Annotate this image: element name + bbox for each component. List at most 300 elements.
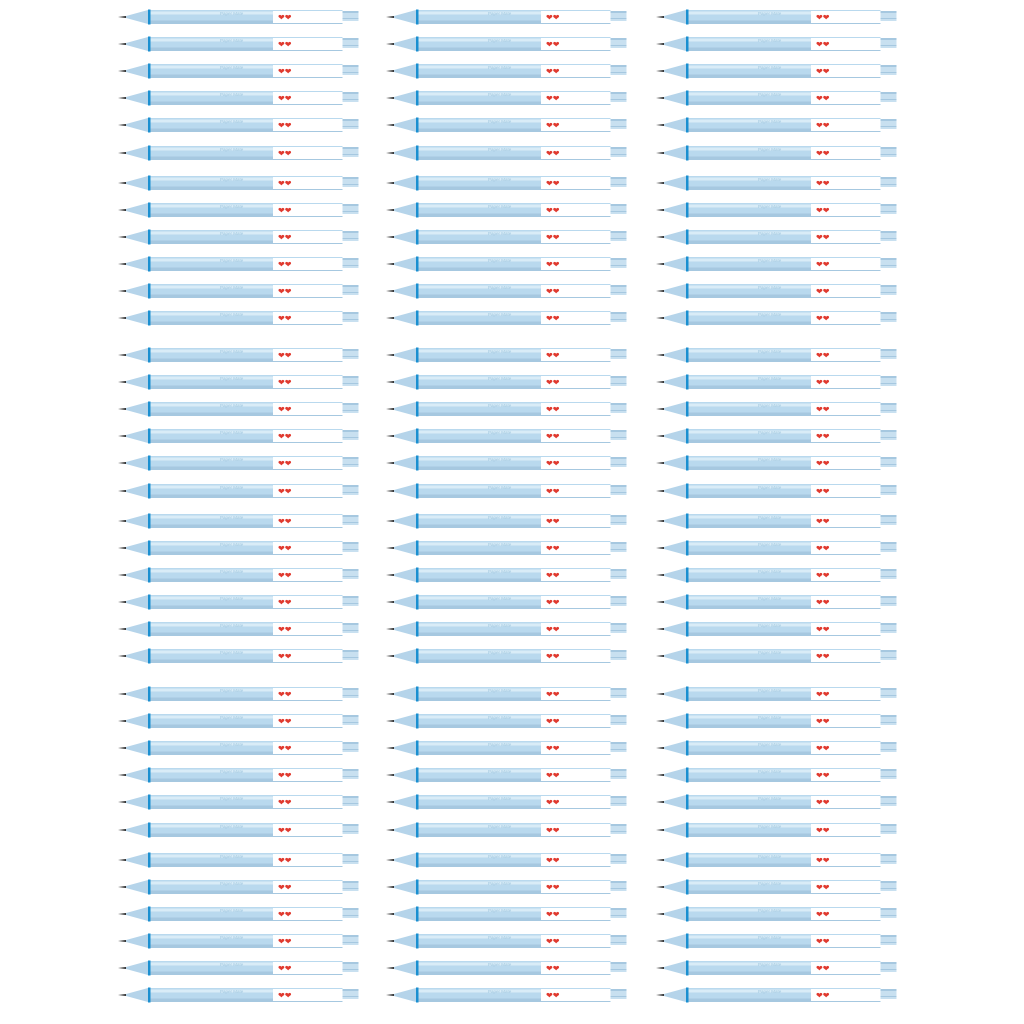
pen-clicker <box>881 650 897 652</box>
pen-cone <box>394 622 416 636</box>
mechanical-pen <box>386 36 636 52</box>
pen-clip-line <box>611 549 627 550</box>
pen-brand-text: Paper Mate <box>220 880 244 886</box>
heart-icon: ❤❤ <box>278 67 292 77</box>
mechanical-pen <box>118 540 368 556</box>
pen-clip <box>881 149 897 157</box>
pen-illustration <box>118 374 368 390</box>
mechanical-pen <box>386 852 636 868</box>
mechanical-pen <box>118 9 368 25</box>
pen-tip <box>118 16 126 18</box>
pen-clip <box>881 856 897 864</box>
pen-clip <box>343 598 359 606</box>
pen-clip <box>343 487 359 495</box>
pen-clip <box>881 625 897 633</box>
mechanical-pen <box>118 145 368 161</box>
heart-icon: ❤❤ <box>278 744 292 754</box>
pen-accent-stripe <box>148 175 151 190</box>
heart-icon: ❤❤ <box>816 798 830 808</box>
pen-brand-text: Paper Mate <box>220 742 244 748</box>
pen-clip-line <box>343 722 359 723</box>
heart-icon: ❤❤ <box>278 717 292 727</box>
pen-brand-text: Paper Mate <box>220 92 244 98</box>
pen-clip-line <box>343 154 359 155</box>
pen-clip-line <box>343 942 359 943</box>
pen-clip-line <box>611 72 627 73</box>
pen-illustration <box>386 36 636 52</box>
pen-clicker <box>343 962 359 964</box>
pen-accent-stripe <box>686 10 689 25</box>
pen-brand-text: Paper Mate <box>220 285 244 290</box>
mechanical-pen <box>118 483 368 499</box>
heart-icon: ❤❤ <box>546 378 560 388</box>
pen-brand-text: Paper Mate <box>488 650 512 656</box>
pen-clip <box>611 571 627 579</box>
mechanical-pen <box>656 145 906 161</box>
pen-clicker <box>881 881 897 883</box>
pen-tip <box>118 354 126 356</box>
pen-tip <box>656 801 664 803</box>
pen-illustration <box>386 117 636 133</box>
pen-illustration <box>656 822 906 838</box>
pen-accent-stripe <box>148 961 151 976</box>
heart-icon: ❤❤ <box>816 652 830 662</box>
pen-accent-stripe <box>148 513 151 528</box>
pen-clip <box>343 378 359 386</box>
mechanical-pen <box>656 767 906 783</box>
pen-accent-stripe <box>686 91 689 106</box>
pen-clip <box>343 351 359 359</box>
mechanical-pen <box>656 63 906 79</box>
pen-tip <box>118 829 126 831</box>
pen-accent-stripe <box>416 961 419 976</box>
pen-brand-text: Paper Mate <box>220 823 244 829</box>
pen-clicker <box>611 403 627 405</box>
pen-cone <box>126 230 148 244</box>
mechanical-pen <box>118 648 368 664</box>
pen-tip <box>656 490 664 492</box>
mechanical-pen <box>386 906 636 922</box>
pen-cone <box>664 429 686 443</box>
pen-cone <box>126 853 148 867</box>
pen-tip <box>656 720 664 722</box>
pen-tip <box>386 124 394 126</box>
pen-clip <box>343 910 359 918</box>
mechanical-pen <box>656 374 906 390</box>
heart-icon: ❤❤ <box>546 516 560 526</box>
pen-tip <box>118 236 126 238</box>
pen-clip <box>611 405 627 413</box>
pen-clip-line <box>881 383 897 384</box>
mechanical-pen <box>386 767 636 783</box>
heart-icon: ❤❤ <box>546 121 560 131</box>
pen-clip-line <box>343 522 359 523</box>
pen-illustration <box>656 90 906 106</box>
pen-brand-text: Paper Mate <box>220 230 244 236</box>
pen-tip <box>118 601 126 603</box>
pen-brand-text: Paper Mate <box>220 65 244 71</box>
pen-clip <box>881 487 897 495</box>
pen-illustration <box>656 648 906 664</box>
pen-cone <box>394 284 416 298</box>
pen-brand-text: Paper Mate <box>758 989 782 995</box>
pen-tip <box>118 43 126 45</box>
heart-icon: ❤❤ <box>816 287 830 296</box>
pen-illustration <box>656 567 906 583</box>
pen-brand-text: Paper Mate <box>220 715 244 721</box>
pen-brand-text: Paper Mate <box>220 430 244 436</box>
pen-tip <box>656 628 664 630</box>
pen-cone <box>664 714 686 728</box>
pen-brand-text: Paper Mate <box>220 176 244 182</box>
pen-brand-text: Paper Mate <box>220 853 244 859</box>
pen-cone <box>126 907 148 921</box>
pen-tip <box>386 317 394 319</box>
mechanical-pen <box>656 347 906 363</box>
heart-icon: ❤❤ <box>546 178 560 188</box>
pen-accent-stripe <box>686 741 689 756</box>
pen-illustration <box>118 686 368 702</box>
pen-brand-text: Paper Mate <box>220 403 244 409</box>
pen-cone <box>126 203 148 217</box>
pen-cone <box>126 595 148 609</box>
pen-clip <box>881 351 897 359</box>
pen-clip-line <box>881 45 897 46</box>
pen-cone <box>664 64 686 78</box>
pen-brand-text: Paper Mate <box>488 457 512 463</box>
pen-accent-stripe <box>416 622 419 637</box>
pen-clip <box>611 179 627 187</box>
mechanical-pen <box>656 401 906 417</box>
pen-tip <box>656 967 664 969</box>
pen-clip-line <box>881 915 897 916</box>
pen-tip <box>656 408 664 410</box>
pen-tip <box>656 547 664 549</box>
pen-clicker <box>881 403 897 405</box>
pen-brand-text: Paper Mate <box>758 688 782 693</box>
pen-brand-text: Paper Mate <box>220 541 244 547</box>
pen-clip-line <box>881 576 897 577</box>
mechanical-pen <box>386 540 636 556</box>
pen-brand-text: Paper Mate <box>758 457 782 463</box>
mechanical-pen <box>118 621 368 637</box>
pen-tip <box>118 97 126 99</box>
heart-icon: ❤❤ <box>816 771 830 781</box>
pen-accent-stripe <box>686 714 689 729</box>
pen-brand-text: Paper Mate <box>220 457 244 463</box>
pen-cone <box>126 934 148 948</box>
heart-icon: ❤❤ <box>278 94 292 104</box>
pen-tip <box>386 859 394 861</box>
pen-illustration <box>386 455 636 471</box>
pen-accent-stripe <box>148 429 151 444</box>
pen-clicker <box>611 688 627 690</box>
pen-tip <box>118 462 126 464</box>
pen-clip-line <box>881 18 897 19</box>
pen-clip-line <box>881 464 897 465</box>
pen-clicker <box>881 430 897 432</box>
pen-tip <box>656 124 664 126</box>
pen-cone <box>394 907 416 921</box>
pen-brand-text: Paper Mate <box>220 623 244 628</box>
pen-clip-line <box>881 749 897 750</box>
pen-clicker <box>611 596 627 598</box>
pen-tip <box>386 462 394 464</box>
heart-icon: ❤❤ <box>816 121 830 131</box>
pen-clip-line <box>343 603 359 604</box>
pen-tip <box>656 601 664 603</box>
heart-icon: ❤❤ <box>278 516 292 526</box>
heart-icon: ❤❤ <box>278 13 292 22</box>
pen-cone <box>126 649 148 663</box>
mechanical-pen <box>118 202 368 218</box>
pen-accent-stripe <box>416 988 419 1003</box>
heart-icon: ❤❤ <box>816 67 830 77</box>
pen-clip-line <box>611 695 627 696</box>
pen-brand-text: Paper Mate <box>488 541 512 547</box>
pen-illustration <box>118 310 368 326</box>
pen-cone <box>664 118 686 132</box>
pen-clip-line <box>611 722 627 723</box>
pen-cone <box>394 541 416 555</box>
pen-tip <box>386 408 394 410</box>
pen-tip <box>386 693 394 695</box>
pen-tip <box>656 574 664 576</box>
pen-brand-text: Paper Mate <box>488 11 512 16</box>
heart-icon: ❤❤ <box>816 825 830 835</box>
pen-tip <box>656 317 664 319</box>
pen-clicker <box>881 312 897 314</box>
pen-clip-line <box>343 437 359 438</box>
pen-accent-stripe <box>148 852 151 867</box>
mechanical-pen <box>656 229 906 245</box>
pen-clip-line <box>343 969 359 970</box>
pen-illustration <box>118 513 368 529</box>
pen-clip-line <box>881 695 897 696</box>
heart-icon: ❤❤ <box>816 882 830 892</box>
pen-tip <box>656 381 664 383</box>
pen-accent-stripe <box>686 906 689 921</box>
pen-illustration <box>656 621 906 637</box>
mechanical-pen <box>386 229 636 245</box>
pen-illustration <box>656 63 906 79</box>
pen-tip <box>386 601 394 603</box>
pen-cone <box>394 146 416 160</box>
mechanical-pen <box>386 513 636 529</box>
pen-cone <box>394 375 416 389</box>
pen-illustration <box>656 401 906 417</box>
pen-cone <box>664 568 686 582</box>
pen-clicker <box>611 258 627 260</box>
pen-clip <box>343 652 359 660</box>
pen-clip <box>611 378 627 386</box>
pen-cone <box>664 687 686 701</box>
pen-illustration <box>656 229 906 245</box>
pen-accent-stripe <box>416 64 419 79</box>
heart-icon: ❤❤ <box>816 964 830 973</box>
pen-accent-stripe <box>686 622 689 637</box>
pen-illustration <box>656 374 906 390</box>
pen-tip <box>386 16 394 18</box>
pen-clip <box>611 459 627 467</box>
pen-illustration <box>386 686 636 702</box>
pen-tip <box>386 354 394 356</box>
pen-clip-line <box>611 630 627 631</box>
pen-clip-line <box>343 126 359 127</box>
pen-clip-line <box>343 18 359 19</box>
pen-illustration <box>386 648 636 664</box>
pen-clicker <box>343 119 359 121</box>
pen-clip-line <box>343 549 359 550</box>
pen-clip <box>611 798 627 806</box>
pen-clip <box>343 798 359 806</box>
pen-clip-line <box>343 238 359 239</box>
pen-accent-stripe <box>148 348 151 363</box>
pen-illustration <box>656 310 906 326</box>
pen-cone <box>664 257 686 271</box>
pen-illustration <box>118 202 368 218</box>
pen-clip-line <box>881 603 897 604</box>
pen-accent-stripe <box>148 687 151 702</box>
pen-tip <box>386 720 394 722</box>
mechanical-pen <box>386 347 636 363</box>
pen-clip <box>343 744 359 752</box>
pen-cone <box>664 988 686 1002</box>
pen-cone <box>664 649 686 663</box>
mechanical-pen <box>118 852 368 868</box>
pen-brand-text: Paper Mate <box>758 595 782 601</box>
pen-clicker <box>343 65 359 67</box>
pen-illustration <box>386 594 636 610</box>
pen-clip <box>881 13 897 21</box>
pen-clicker <box>611 881 627 883</box>
heart-icon: ❤❤ <box>278 597 292 607</box>
pen-brand-text: Paper Mate <box>220 650 244 656</box>
pen-cone <box>394 988 416 1002</box>
heart-icon: ❤❤ <box>816 432 830 442</box>
heart-icon: ❤❤ <box>546 597 560 607</box>
pen-accent-stripe <box>686 852 689 867</box>
pen-illustration <box>656 256 906 272</box>
pen-illustration <box>386 767 636 783</box>
pen-clicker <box>611 854 627 856</box>
pen-cone <box>126 456 148 470</box>
pen-clip <box>343 179 359 187</box>
pen-accent-stripe <box>416 145 419 160</box>
pen-accent-stripe <box>686 348 689 363</box>
heart-icon: ❤❤ <box>546 798 560 808</box>
pen-clip-line <box>881 522 897 523</box>
pen-clip-line <box>881 184 897 185</box>
pen-accent-stripe <box>148 906 151 921</box>
pen-cone <box>394 741 416 755</box>
mechanical-pen <box>386 567 636 583</box>
pen-tip <box>118 655 126 657</box>
pen-tip <box>656 829 664 831</box>
pen-cone <box>126 714 148 728</box>
pen-clicker <box>343 231 359 233</box>
pen-clicker <box>881 485 897 487</box>
pen-illustration <box>386 567 636 583</box>
pen-cone <box>664 375 686 389</box>
pen-brand-text: Paper Mate <box>488 796 512 802</box>
pen-accent-stripe <box>416 175 419 190</box>
heart-icon: ❤❤ <box>278 991 292 1001</box>
mechanical-pen <box>656 175 906 191</box>
mechanical-pen <box>656 794 906 810</box>
pen-brand-text: Paper Mate <box>488 880 512 886</box>
pen-accent-stripe <box>686 256 689 271</box>
pen-clip-line <box>343 184 359 185</box>
pen-accent-stripe <box>416 594 419 609</box>
heart-icon: ❤❤ <box>816 405 830 415</box>
pen-clip <box>881 517 897 525</box>
pen-tip <box>386 182 394 184</box>
pen-brand-text: Paper Mate <box>758 715 782 721</box>
pen-clip <box>881 690 897 698</box>
pen-clicker <box>611 824 627 826</box>
pen-brand-text: Paper Mate <box>488 38 512 44</box>
pen-clip-line <box>881 319 897 320</box>
heart-icon: ❤❤ <box>278 40 292 50</box>
pen-cone <box>394 687 416 701</box>
pen-brand-text: Paper Mate <box>758 823 782 829</box>
pen-tip <box>118 152 126 154</box>
pen-clip <box>343 571 359 579</box>
pen-clip <box>343 94 359 102</box>
mechanical-pen <box>118 767 368 783</box>
pen-illustration <box>118 36 368 52</box>
pen-brand-text: Paper Mate <box>758 650 782 656</box>
pen-clip-line <box>611 292 627 293</box>
pen-clicker <box>343 38 359 40</box>
heart-icon: ❤❤ <box>546 717 560 727</box>
pen-illustration <box>118 621 368 637</box>
pen-clicker <box>343 596 359 598</box>
pen-tip <box>118 490 126 492</box>
pen-tip <box>386 236 394 238</box>
pen-clip-line <box>611 831 627 832</box>
pen-accent-stripe <box>686 961 689 976</box>
pen-brand-text: Paper Mate <box>488 376 512 382</box>
pen-cone <box>664 595 686 609</box>
pen-cone <box>664 541 686 555</box>
pen-clip <box>343 883 359 891</box>
pen-brand-text: Paper Mate <box>758 514 782 520</box>
pen-brand-text: Paper Mate <box>488 823 512 829</box>
pen-clicker <box>611 542 627 544</box>
pen-accent-stripe <box>148 229 151 244</box>
pen-cone <box>664 768 686 782</box>
pen-clicker <box>881 715 897 717</box>
pen-clip <box>881 378 897 386</box>
heart-icon: ❤❤ <box>278 936 292 946</box>
mechanical-pen <box>118 567 368 583</box>
pen-clicker <box>881 769 897 771</box>
pen-brand-text: Paper Mate <box>488 92 512 98</box>
mechanical-pen <box>386 117 636 133</box>
pen-clip <box>881 744 897 752</box>
heart-icon: ❤❤ <box>546 459 560 469</box>
pen-brand-text: Paper Mate <box>488 853 512 859</box>
pen-cone <box>126 823 148 837</box>
heart-icon: ❤❤ <box>278 964 292 973</box>
pen-tip <box>386 490 394 492</box>
pen-cone <box>664 741 686 755</box>
mechanical-pen <box>118 960 368 976</box>
heart-icon: ❤❤ <box>546 405 560 415</box>
heart-icon: ❤❤ <box>546 825 560 835</box>
